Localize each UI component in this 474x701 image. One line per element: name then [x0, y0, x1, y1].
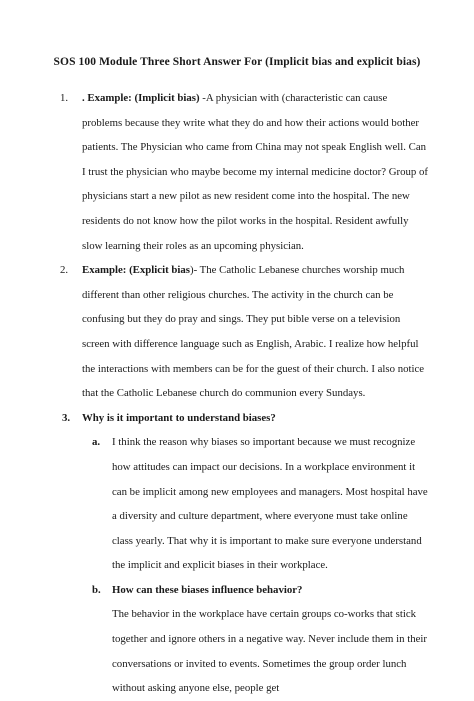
item-lead: Example: (Explicit bias — [82, 264, 190, 277]
list-number: 3. — [62, 411, 71, 424]
item-paragraph — [82, 258, 428, 406]
list-item-2 — [0, 258, 474, 406]
list-number: 2. — [60, 264, 69, 277]
list-item-3 — [0, 406, 474, 431]
item-text: -A physician with (characteristic can cause problems because they write what they do and how their actions would bother patients. The Physician who came from China may not speak English well. Can I trust the physician who maybe become my internal medicine doctor? Group of physicians start a new pilot as new resident come into the hospital. The new residents do not know how the pilot works in the hospital. Resident awfully slow learning their roles as an upcoming physician. — [82, 92, 428, 252]
document-body — [0, 86, 474, 701]
sub-paragraph: The behavior in the workplace have certain groups co-works that stick together and ignore others in a negative way. Never include them in their conversations or invited to events. Sometimes the group order lunch without asking anyone else, people get — [112, 608, 427, 695]
item-text: )- The Catholic Lebanese churches worship much different than other religious churches. The activity in the church can be confusing but they do pray and sings. They put bible verse on a television screen with difference language such as English, Arabic. I realize how helpful the interactions with members can be for the guest of their church. I also notice that the Catholic Lebanese church do communion every Sundays. — [82, 264, 425, 400]
sub-item-b — [0, 578, 474, 701]
sub-letter: a. — [92, 436, 101, 449]
sub-letter: b. — [92, 583, 101, 596]
item-heading: Why is it important to understand biases? — [82, 411, 276, 424]
sub-paragraph: I think the reason why biases so important because we must recognize how attitudes can impact our decisions. In a workplace environment it can be implicit among new employees and managers. Most hospital have a diversity and culture department, where everyone must take online class yearly. That why it is important to make sure everyone understand the implicit and explicit biases in their workplace. — [112, 436, 428, 572]
sub-item-a — [0, 430, 474, 578]
list-item-1 — [0, 86, 474, 258]
item-paragraph — [82, 86, 428, 258]
document-title: SOS 100 Module Three Short Answer For (Implicit bias and explicit bias) — [53, 56, 421, 68]
list-number: 1. — [60, 92, 69, 104]
item-lead: . Example: (Implicit bias) — [82, 92, 200, 104]
sub-heading: How can these biases influence behavior? — [112, 583, 303, 596]
